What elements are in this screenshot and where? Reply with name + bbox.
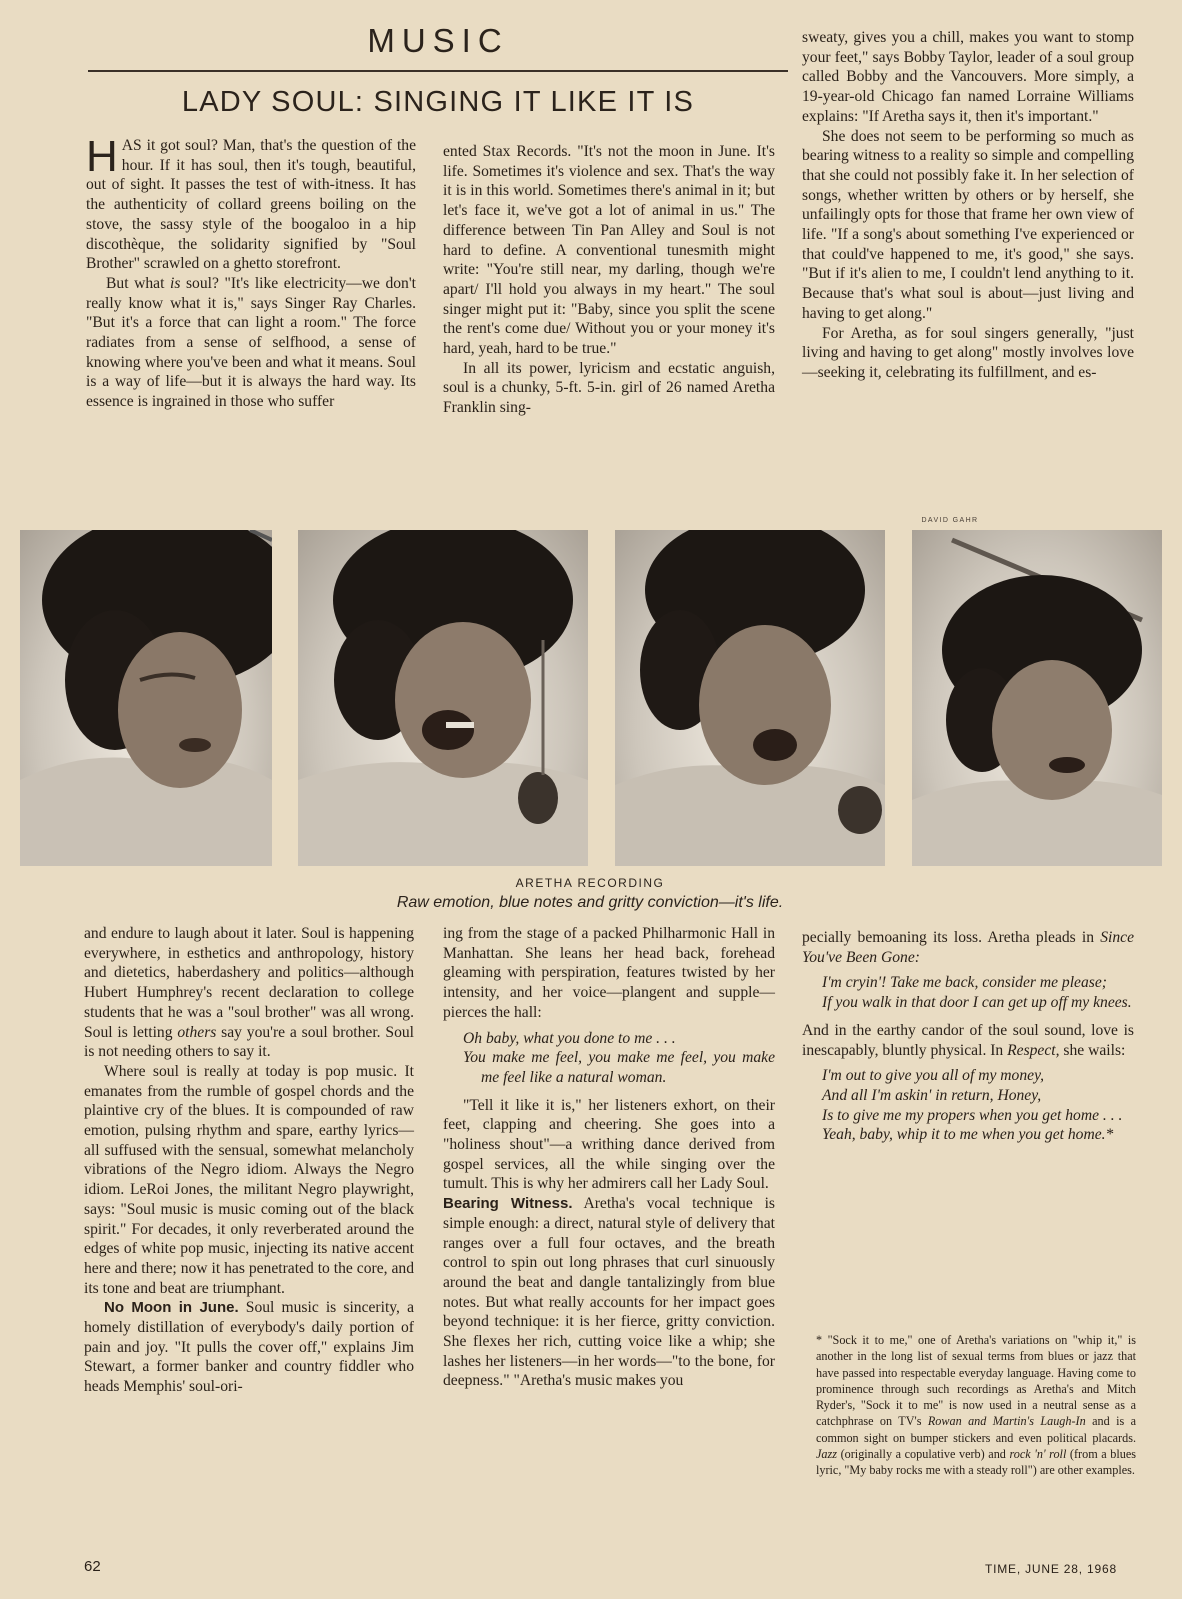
photo-aretha-2-image [298, 530, 588, 866]
issue-footer: TIME, JUNE 28, 1968 [985, 1562, 1117, 1576]
paragraph: She does not seem to be performing so much as bearing witness to a reality so simple and compelling that she could not possibly fake it. In her selection of songs, whether written by others or by herself, she unfailingly opts for those that frame her own view of life. "If a song's about something I've experienced or that could've happened to me, it's good," she says. "But if it's alien to me, I couldn't lend anything to it. Because that's what soul is about—just living and having to get along." [802, 127, 1134, 322]
paragraph: "Tell it like it is," her listeners exhort, on their feet, clapping and cheering. She goes into a "holiness shout"—a writhing dance derived from gospel services, all the while singing over the tumult. This is why her admirers call her Lady Soul. [443, 1096, 775, 1193]
paragraph: And in the earthy candor of the soul sound, love is inescapably, bluntly physical. In Respect, she wails: [802, 1021, 1134, 1059]
lyric-verse: I'm cryin'! Take me back, consider me please; If you walk in that door I can get up off my knees. [822, 974, 1132, 1012]
paragraph: Where soul is really at today is pop music. It emanates from the rumble of gospel chords and the plaintive cry of the blues. It is compounded of raw emotion, pulsing rhythm and spare, earthy lyrics—all suffused with the sensual, somewhat melancholy vibrations of the Negro idiom. Always the Negro idiom. LeRoi Jones, the militant Negro playwright, says: "Soul music is music coming out of the black spirit." For decades, it only reverberated around the edges of white pop music, injecting its native accent here and there; now it has penetrated to the core, and its tone and beat are triumphant. [84, 1062, 414, 1297]
paragraph: For Aretha, as for soul singers generally, "just living and having to get along" mostly involves love—seeking it, celebrating its fulfillment, and es- [802, 324, 1134, 381]
photo-aretha-2 [298, 530, 588, 866]
paragraph: ing from the stage of a packed Philharmonic Hall in Manhattan. She leans her head back, forehead gleaming with perspiration, features twisted by her intensity, and her voice—plangent and supple—pierces the hall: [443, 925, 775, 1021]
paragraph: Bearing Witness. Aretha's vocal technique is simple enough: a direct, natural style of delivery that ranges over a full four octaves, and the breath control to spin out long phrases that curl sinuously around the beat and dangle tantalizingly from blue notes. But what really accounts for her impact goes beyond technique: it is her fierce, gritty conviction. She flexes her rich, cutting voice like a whip; she lashes her listeners—in her words—"to the bone, for deepness." "Aretha's music makes you [443, 1195, 775, 1390]
headline: LADY SOUL: SINGING IT LIKE IT IS [181, 86, 695, 118]
subhead: Bearing Witness. [443, 1195, 573, 1213]
column-3-bottom [802, 928, 1134, 1153]
column-3-top [802, 28, 1134, 383]
photo-aretha-4-image [912, 530, 1162, 866]
lede-paragraph: HAS it got soul? Man, that's the question of the hour. If it has soul, then it's tough, beautiful, out of sight. It passes the test of with-itness. It has the authenticity of collard greens boiling on the stove, the sassy style of the boogaloo in a hip discothèque, the solidarity signified by "Soul Brother" scrawled on a ghetto storefront. [86, 132, 416, 273]
lyric-verse: I'm out to give you all of my money, And all I'm askin' in return, Honey, Is to give me my propers when you get home . . . Yeah, baby, whip it to me when you get home.* [822, 1067, 1123, 1144]
paragraph: sweaty, gives you a chill, makes you want to stomp your feet," says Bobby Taylor, leader of a soul group called Bobby and the Vancouvers. More simply, a 19-year-old Chicago fan named Lorraine Williams explains: "If Aretha says it, then it's important." [802, 29, 1134, 125]
footnote: * "Sock it to me," one of Aretha's variations on "whip it," is another in the long list of sexual terms from blues or jazz that have passed into respectable everyday language. Having come to prominence through such recordings as Aretha's and Mitch Ryder's, "Sock it to me" is now used in a neutral sense as a catchphrase on TV's Rowan and Martin's Laugh-In and is a common sight on bumper stickers and even political placards. Jazz (originally a copulative verb) and rock 'n' roll (from a blues lyric, "My baby rocks me with a steady roll") are other examples. [816, 1333, 1137, 1478]
column-2-bottom [443, 924, 775, 1391]
paragraph: ented Stax Records. "It's not the moon in June. It's life. Sometimes it's violence and sex. That's the way it is in this world. Sometimes there's animal in it; but let's face it, we've got a lot of animal in us." The difference between Tin Pan Alley and Soul is not hard to define. A conventional tunesmith might write: "You're still near, my darling, though we're apart/ I'll hold you always in my heart." The soul singer might put it: "Baby, since you split the scene the rent's come due/ Without you or your money it's hard, yeah, hard to be true." [443, 143, 775, 358]
photo-aretha-4 [912, 530, 1162, 866]
paragraph: But what is soul? "It's like electricity—we don't really know what it is," says Singer Ray Charles. "But it's a force that can light a room." The force radiates from a sense of selfhood, a sense of knowing where you've been and what it means. Soul is a way of life—but it is always the hard way. Its essence is ingrained in those who suffer [86, 274, 416, 411]
photo-aretha-3 [615, 530, 885, 866]
paragraph: and endure to laugh about it later. Soul is happening everywhere, in esthetics and anthropology, history and dietetics, haberdashery and politics—although Hubert Humphrey's recent declaration to college students that he was a "soul brother" was all wrong. Soul is letting others say you're a soul brother. Soul is not needing others to say it. [84, 925, 414, 1061]
caption-text: Raw emotion, blue notes and gritty conviction—it's life. [396, 894, 784, 911]
page-number: 62 [84, 1558, 101, 1575]
photo-aretha-1 [20, 530, 272, 866]
caption-title: ARETHA RECORDING [515, 876, 665, 890]
column-1-bottom [84, 924, 414, 1397]
photo-credit: DAVID GAHR [921, 517, 979, 524]
paragraph: In all its power, lyricism and ecstatic anguish, soul is a chunky, 5-ft. 5-in. girl of 26 named Aretha Franklin sing- [443, 359, 775, 417]
paragraph: No Moon in June. Soul music is sincerity, a homely distillation of everybody's daily portion of pain and joy. "It pulls the cover off," explains Jim Stewart, a former banker and country fiddler who heads Memphis' soul-ori- [84, 1299, 414, 1396]
section-label: MUSIC [367, 22, 509, 59]
header-rule [88, 70, 788, 72]
lyric-verse: Oh baby, what you done to me . . . You make me feel, you make me feel, you make me feel like a natural woman. [463, 1029, 775, 1086]
column-2-top [443, 142, 775, 418]
paragraph: pecially bemoaning its loss. Aretha pleads in Since You've Been Gone: [802, 929, 1134, 966]
column-1-top [86, 132, 416, 412]
photo-aretha-1-image [20, 530, 272, 866]
drop-cap: H [86, 132, 118, 181]
subhead: No Moon in June. [104, 1299, 239, 1317]
photo-aretha-3-image [615, 530, 885, 866]
